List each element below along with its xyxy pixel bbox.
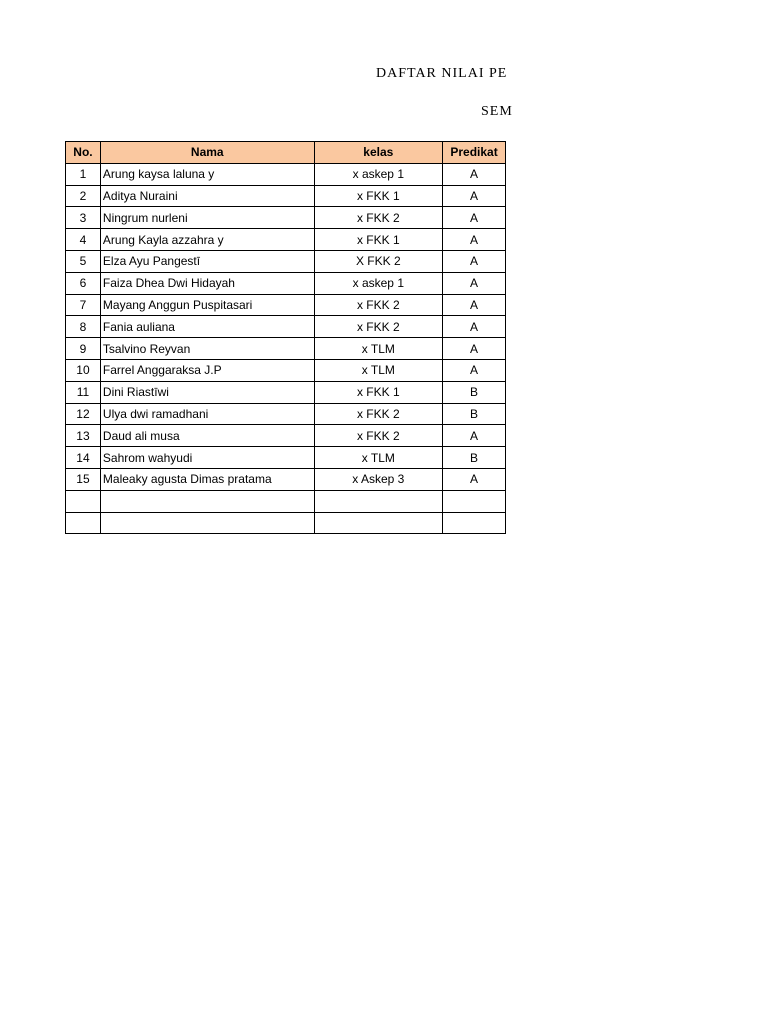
cell-kelas: x TLM bbox=[314, 338, 442, 360]
cell-kelas: x FKK 2 bbox=[314, 207, 442, 229]
cell-nama: Mayang Anggun Puspitasari bbox=[100, 294, 314, 316]
cell-no: 8 bbox=[66, 316, 101, 338]
cell-no bbox=[66, 512, 101, 534]
cell-no: 4 bbox=[66, 229, 101, 251]
cell-no: 13 bbox=[66, 425, 101, 447]
table-row bbox=[66, 207, 506, 229]
column-header-kelas: kelas bbox=[314, 142, 442, 164]
cell-kelas: x TLM bbox=[314, 447, 442, 469]
cell-predikat: A bbox=[443, 163, 506, 185]
column-header-nama: Nama bbox=[100, 142, 314, 164]
table-body bbox=[66, 163, 506, 534]
cell-predikat: A bbox=[443, 185, 506, 207]
cell-no: 6 bbox=[66, 272, 101, 294]
cell-predikat: A bbox=[443, 294, 506, 316]
cell-no: 15 bbox=[66, 468, 101, 490]
table-row bbox=[66, 490, 506, 512]
cell-predikat: B bbox=[443, 403, 506, 425]
cell-predikat: A bbox=[443, 250, 506, 272]
table-row bbox=[66, 468, 506, 490]
cell-nama bbox=[100, 490, 314, 512]
table-row bbox=[66, 294, 506, 316]
cell-no: 14 bbox=[66, 447, 101, 469]
table-row bbox=[66, 272, 506, 294]
cell-nama: Ningrum nurleni bbox=[100, 207, 314, 229]
table-row bbox=[66, 447, 506, 469]
cell-predikat: A bbox=[443, 316, 506, 338]
cell-predikat: B bbox=[443, 447, 506, 469]
cell-predikat bbox=[443, 490, 506, 512]
cell-nama: Arung kaysa laluna y bbox=[100, 163, 314, 185]
cell-kelas: x askep 1 bbox=[314, 272, 442, 294]
cell-predikat: A bbox=[443, 207, 506, 229]
cell-nama: Aditya Nuraini bbox=[100, 185, 314, 207]
cell-no: 7 bbox=[66, 294, 101, 316]
cell-nama: Elza Ayu Pangestī bbox=[100, 250, 314, 272]
table-row bbox=[66, 381, 506, 403]
cell-no: 10 bbox=[66, 359, 101, 381]
cell-kelas: x FKK 1 bbox=[314, 229, 442, 251]
table-row bbox=[66, 512, 506, 534]
cell-predikat: B bbox=[443, 381, 506, 403]
table-header-row bbox=[66, 142, 506, 164]
cell-kelas: x askep 1 bbox=[314, 163, 442, 185]
table-row bbox=[66, 316, 506, 338]
cell-kelas: x FKK 2 bbox=[314, 425, 442, 447]
cell-kelas: x FKK 2 bbox=[314, 403, 442, 425]
cell-kelas: x TLM bbox=[314, 359, 442, 381]
cell-nama: Farrel Anggaraksa J.P bbox=[100, 359, 314, 381]
column-header-no: No. bbox=[66, 142, 101, 164]
cell-predikat: A bbox=[443, 468, 506, 490]
cell-kelas: x FKK 1 bbox=[314, 381, 442, 403]
cell-nama: Arung Kayla azzahra y bbox=[100, 229, 314, 251]
cell-no: 3 bbox=[66, 207, 101, 229]
cell-nama: Tsalvino Reyvan bbox=[100, 338, 314, 360]
cell-nama: Sahrom wahyudi bbox=[100, 447, 314, 469]
cell-kelas bbox=[314, 512, 442, 534]
cell-no bbox=[66, 490, 101, 512]
cell-no: 12 bbox=[66, 403, 101, 425]
cell-nama: Dini Riastīwi bbox=[100, 381, 314, 403]
grade-table bbox=[65, 141, 506, 534]
cell-no: 2 bbox=[66, 185, 101, 207]
cell-kelas: x FKK 1 bbox=[314, 185, 442, 207]
cell-no: 5 bbox=[66, 250, 101, 272]
table-row bbox=[66, 163, 506, 185]
cell-kelas: x FKK 2 bbox=[314, 316, 442, 338]
cell-no: 1 bbox=[66, 163, 101, 185]
document-subtitle: SEM bbox=[481, 104, 513, 119]
cell-predikat: A bbox=[443, 338, 506, 360]
cell-nama: Ulya dwi ramadhani bbox=[100, 403, 314, 425]
cell-predikat bbox=[443, 512, 506, 534]
cell-nama: Faiza Dhea Dwi Hidayah bbox=[100, 272, 314, 294]
cell-nama: Daud ali musa bbox=[100, 425, 314, 447]
cell-kelas bbox=[314, 490, 442, 512]
cell-predikat: A bbox=[443, 425, 506, 447]
cell-predikat: A bbox=[443, 359, 506, 381]
cell-no: 9 bbox=[66, 338, 101, 360]
document-title: DAFTAR NILAI PE bbox=[376, 66, 508, 81]
cell-kelas: x Askep 3 bbox=[314, 468, 442, 490]
cell-predikat: A bbox=[443, 229, 506, 251]
table-row bbox=[66, 250, 506, 272]
cell-kelas: X FKK 2 bbox=[314, 250, 442, 272]
cell-predikat: A bbox=[443, 272, 506, 294]
column-header-predikat: Predikat bbox=[443, 142, 506, 164]
table-row bbox=[66, 338, 506, 360]
table-row bbox=[66, 185, 506, 207]
table-row bbox=[66, 403, 506, 425]
cell-kelas: x FKK 2 bbox=[314, 294, 442, 316]
cell-nama: Maleaky agusta Dimas pratama bbox=[100, 468, 314, 490]
table-row bbox=[66, 359, 506, 381]
cell-no: 11 bbox=[66, 381, 101, 403]
table-row bbox=[66, 229, 506, 251]
table-row bbox=[66, 425, 506, 447]
cell-nama: Fania auliana bbox=[100, 316, 314, 338]
cell-nama bbox=[100, 512, 314, 534]
